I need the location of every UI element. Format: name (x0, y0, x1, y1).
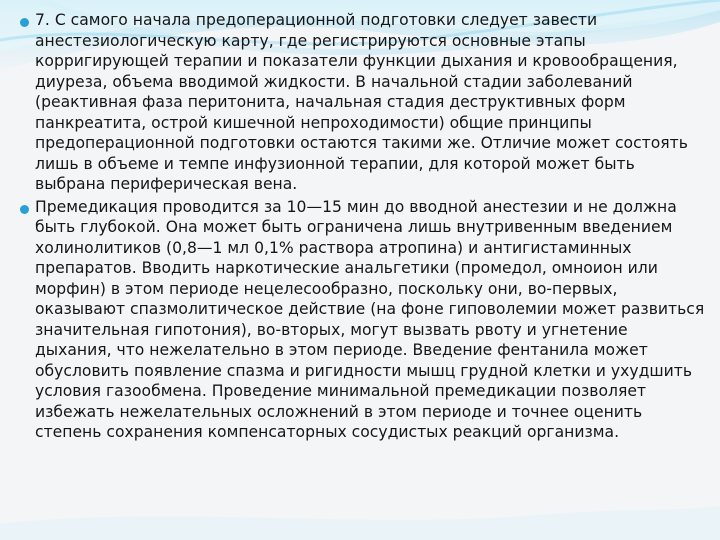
bullet-dot-icon (20, 18, 29, 27)
bullet-text: Премедикация проводится за 10—15 мин до вводной анестезии и не должна быть глубокой. Она может быть ограничена лишь внутривенным введением холинолитиков (0,8—1 мл 0,1% раствора атропина) и антигистаминных препаратов. Вводить наркотические анальгетики (промедол, омноион или морфин) в этом периоде нецелесообразно, поскольку они, во-первых, оказывают спазмолитическое действие (на фоне гиповолемии может развиться значительная гипотония), во-вторых, могут вызвать рвоту и угнетение дыхания, что нежелательно в этом периоде. Введение фентанила может обусловить появление спазма и ригидности мышц грудной клетки и ухудшить условия газообмена. Проведение минимальной премедикации позволяет избежать нежелательных осложнений в этом периоде и точнее оценить степень сохранения компенсаторных сосудистых реакций организма. (35, 197, 705, 441)
bullet-list (18, 10, 708, 445)
bullet-text: 7. С самого начала предоперационной подготовки следует завести анестезиологическую карту, где регистрируются основные этапы корригирующей терапии и показатели функции дыхания и кровообращения, диуреза, объема вводимой жидкости. В начальной стадии заболеваний (реактивная фаза перитонита, начальная стадия деструктивных форм панкреатита, острой кишечной непроходимости) общие принципы предоперационной подготовки остаются такими же. Отличие может состоять лишь в объеме и темпе инфузионной терапии, для которой может быть выбрана периферическая вена. (35, 11, 688, 193)
bullet-dot-icon (20, 205, 29, 214)
bullet-item (18, 197, 708, 443)
bullet-item (18, 10, 708, 195)
